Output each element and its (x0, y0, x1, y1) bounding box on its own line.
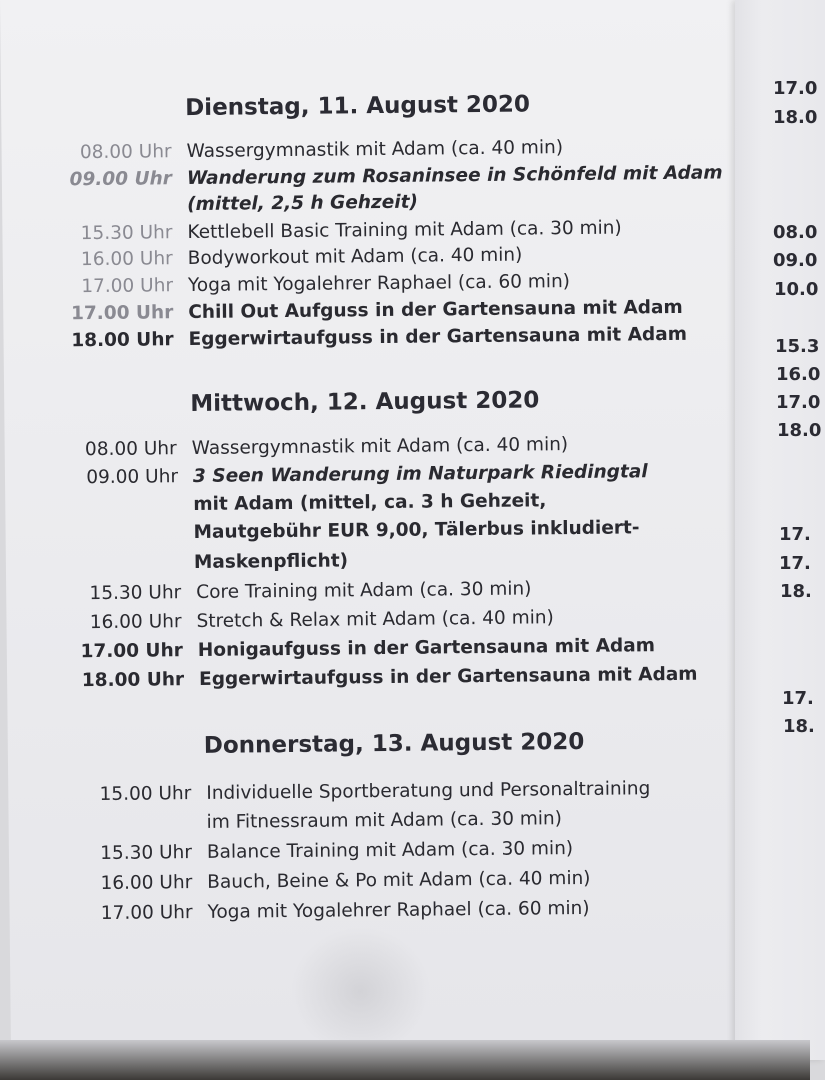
day-title-thursday: Donnerstag, 13. August 2020 (203, 728, 585, 759)
event-text: Bodyworkout mit Adam (ca. 40 min) (187, 244, 523, 270)
edge-time: 10.0 (774, 279, 819, 300)
event-text: Bauch, Beine & Po mit Adam (ca. 40 min) (207, 867, 591, 893)
edge-time: 17. (779, 524, 811, 545)
table-shadow (0, 1040, 810, 1080)
event-text: Maskenpflicht) (193, 550, 349, 573)
paper-smudge (290, 926, 431, 1057)
event-text: Eggerwirtaufguss in der Gartensauna mit Adam (199, 663, 698, 690)
event-text: Individuelle Sportberatung und Personaltraining (206, 778, 651, 804)
edge-time: 18. (783, 716, 815, 737)
event-text: Yoga mit Yogalehrer Raphael (ca. 60 min) (187, 271, 571, 297)
event-text: mit Adam (mittel, ca. 3 h Gehzeit, (193, 490, 547, 516)
event-text: Eggerwirtaufguss in der Gartensauna mit Adam (188, 323, 688, 351)
event-text: im Fitnessraum mit Adam (ca. 30 min) (206, 808, 563, 833)
event-time: 15.30 Uhr (80, 222, 173, 245)
edge-time: 08.0 (773, 222, 818, 243)
next-page-edge (735, 0, 825, 1060)
event-time: 17.00 Uhr (70, 302, 174, 325)
event-time: 09.00 Uhr (86, 466, 179, 489)
event-time: 16.00 Uhr (80, 248, 173, 271)
event-time: 15.30 Uhr (100, 842, 193, 864)
edge-time: 18.0 (773, 107, 818, 128)
edge-time: 17. (779, 553, 811, 574)
edge-time: 18.0 (777, 420, 822, 441)
event-text: Yoga mit Yogalehrer Raphael (ca. 60 min) (207, 897, 590, 923)
event-text: Core Training mit Adam (ca. 30 min) (196, 578, 532, 603)
event-time (52, 194, 172, 195)
day-title-wednesday: Mittwoch, 12. August 2020 (190, 387, 540, 418)
edge-time: 09.0 (773, 250, 818, 271)
edge-time: 18. (780, 581, 812, 602)
event-text: Wassergymnastik mit Adam (ca. 40 min) (186, 137, 564, 163)
edge-time: 17.0 (776, 392, 821, 413)
edge-time: 16.0 (776, 364, 821, 385)
event-time: 17.00 Uhr (100, 902, 193, 924)
event-time: 15.00 Uhr (99, 783, 192, 805)
event-time: 17.00 Uhr (80, 640, 183, 663)
event-text: (mittel, 2,5 h Gehzeit) (187, 191, 419, 216)
event-text: Kettlebell Basic Training mit Adam (ca. 30 min) (187, 217, 622, 244)
event-time (72, 812, 192, 813)
event-text: 3 Seen Wanderung im Naturpark Riedingtal (192, 461, 648, 488)
event-time: 18.00 Uhr (81, 669, 185, 692)
edge-time: 17. (782, 688, 814, 709)
event-time (58, 494, 178, 495)
event-time: 16.00 Uhr (100, 872, 193, 894)
event-time: 16.00 Uhr (89, 611, 182, 634)
event-text: Stretch & Relax mit Adam (ca. 40 min) (196, 607, 554, 632)
event-time (58, 522, 178, 523)
event-time: 08.00 Uhr (84, 438, 177, 461)
event-time: 15.30 Uhr (89, 582, 182, 605)
event-time: 18.00 Uhr (71, 329, 174, 352)
day-title-tuesday: Dienstag, 11. August 2020 (185, 91, 531, 122)
edge-time: 15.3 (775, 336, 820, 357)
event-time (59, 552, 179, 553)
event-time: 09.00 Uhr (69, 168, 172, 191)
event-time: 08.00 Uhr (79, 141, 172, 164)
event-text: Chill Out Aufguss in der Gartensauna mit Adam (188, 296, 683, 324)
edge-time: 17.0 (773, 78, 818, 99)
event-text: Mautgebühr EUR 9,00, Tälerbus inkludiert- (193, 517, 640, 544)
event-text: Balance Training mit Adam (ca. 30 min) (206, 838, 574, 863)
event-text: Wassergymnastik mit Adam (ca. 40 min) (191, 434, 569, 460)
event-text: Wanderung zum Rosaninsee in Schönfeld mit Adam (186, 162, 723, 190)
event-time: 17.00 Uhr (81, 275, 174, 298)
event-text: Honigaufguss in der Gartensauna mit Adam (197, 635, 656, 661)
